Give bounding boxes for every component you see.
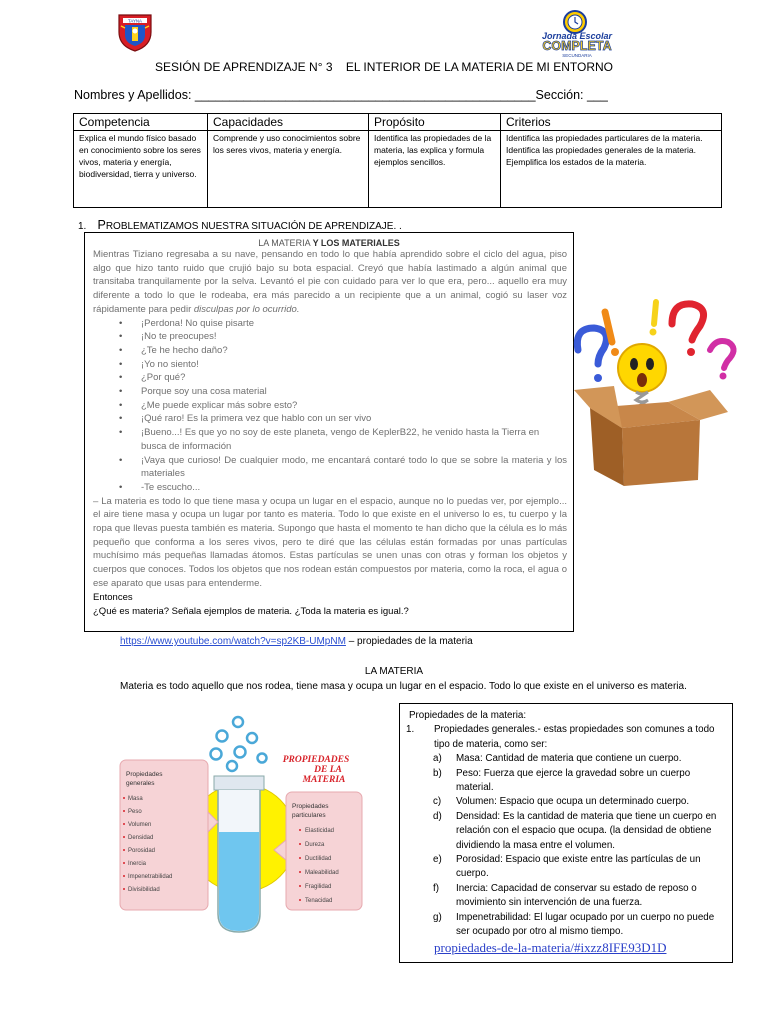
subitem-letter: b) <box>433 767 442 779</box>
cell-proposito: Identifica las propiedades de la materia, las explica y formula ejemplos sencillos. <box>369 131 501 208</box>
general-item: Impenetrabilidad <box>128 874 173 880</box>
general-item: Peso <box>128 809 142 815</box>
general-title-1: Propiedades <box>126 771 163 778</box>
dialogue-line: • -Te escucho... <box>141 481 573 495</box>
names-label: Nombres y Apellidos: <box>74 88 195 102</box>
materia-heading: LA MATERIA <box>364 666 424 677</box>
reading-box <box>84 232 574 632</box>
subitem-text: Impenetrabilidad: El lugar ocupado por un cuerpo no puede ser ocupado por otro al mismo tiempo. <box>456 911 715 938</box>
subitem-letter: d) <box>433 810 442 822</box>
logo-line2: COMPLETA <box>542 39 612 53</box>
general-properties-text: Propiedades generales.- estas propiedades son comunes a todo tipo de materia, como ser: <box>434 724 715 750</box>
dialogue-line: • ¡Vaya que curioso! De cualquier modo, me encantará contaré todo lo que se sobre la materia y los materiales <box>141 454 573 481</box>
criterio-item: Ejemplifica los estados de la materia. <box>506 157 647 167</box>
dialogue-line: • ¡Yo no siento! <box>141 358 573 372</box>
step-number: 1. <box>78 221 87 232</box>
subitem-letter: e) <box>433 854 442 866</box>
graphic-title-3: MATERIA <box>302 775 346 785</box>
dialogue-line: • ¡Bueno...! Es que yo no soy de este planeta, vengo de KeplerB22, he venido hasta la Tierra en busca de información <box>141 426 573 453</box>
general-item: Volumen <box>128 822 152 828</box>
dialogue-line: • ¡Perdona! No quise pisarte <box>141 317 573 331</box>
properties-of-matter-graphic <box>102 710 382 940</box>
school-crest-logo <box>116 12 154 52</box>
particular-item: Dureza <box>305 842 325 848</box>
header-criterios: Criterios <box>501 114 722 131</box>
dialogue-line: • ¡No te preocupes! <box>141 330 573 344</box>
reading-intro <box>85 248 573 317</box>
property-subitem <box>406 767 726 796</box>
subitem-text: Densidad: Es la cantidad de materia que tiene un cuerpo en relación con el espacio que ocupa. (la densidad de obtiene dividiendo la masa entre el volumen. <box>456 810 717 851</box>
intro-text: Mientras Tiziano regresaba a su nave, pensando en todo lo que había aprendido sobre el ciclo del agua, piso algo que hizo tanto ruido que crujió bajo su bota espacial. Creyó que había lastimado a algún animal que transitaba tranquilamente por la selva. Levantó el pie con cuidado para ver lo que era, pero... aquello era muy diferente a todo lo que le rodeaba, era más parecido a un recipiente que a un animal, cogió su laser voz rápidamente para pedir <box>93 249 567 315</box>
header-capacidades: Capacidades <box>208 114 369 131</box>
criterio-item: Identifica las propiedades particulares de la materia. <box>506 133 703 143</box>
properties-box <box>399 703 733 963</box>
property-subitem <box>406 810 726 853</box>
property-subitem <box>406 752 726 766</box>
graphic-title-1: PROPIEDADES <box>282 755 350 765</box>
step-1-heading <box>78 218 402 232</box>
general-item: Masa <box>128 796 143 802</box>
particular-item: Ductilidad <box>305 856 332 862</box>
dialogue-line: • ¿Por qué? <box>141 371 573 385</box>
subitem-letter: g) <box>433 911 442 923</box>
reading-title-a: LA MATERIA <box>258 238 313 248</box>
dialogue-line: • ¡Qué raro! Es la primera vez que hablo con un ser vivo <box>141 412 573 426</box>
particular-title-1: Propiedades <box>292 803 329 810</box>
reading-title-b: Y LOS MATERIALES <box>312 238 400 248</box>
particular-item: Maleabilidad <box>305 870 339 876</box>
general-title-2: generales <box>126 780 155 787</box>
particular-item: Fragilidad <box>305 884 332 890</box>
jornada-completa-logo <box>527 10 627 58</box>
video-link[interactable]: https://www.youtube.com/watch?v=sp2KB-UMpNM <box>120 636 346 647</box>
graphic-title-2: DE LA <box>314 765 342 775</box>
subitem-letter: c) <box>433 796 442 808</box>
general-item: Inercia <box>128 861 147 867</box>
general-item: Densidad <box>128 835 154 841</box>
property-subitem <box>406 795 726 809</box>
step-first-letter: P <box>97 218 106 232</box>
question-box-illustration <box>560 290 750 490</box>
properties-lead: Propiedades de la materia: <box>409 710 527 721</box>
subitem-text: Peso: Fuerza que ejerce la gravedad sobre un cuerpo material. <box>456 767 691 794</box>
general-properties-item <box>406 723 726 752</box>
dialogue-line: • Porque soy una cosa material <box>141 385 573 399</box>
video-link-line <box>120 636 473 647</box>
general-item: Divisibilidad <box>128 887 160 893</box>
cell-criterios <box>501 131 722 208</box>
property-subitem <box>406 853 726 882</box>
crest-text: TAYNA <box>128 18 142 24</box>
materia-definition: Materia es todo aquello que nos rodea, tiene masa y ocupa un lugar en el espacio. Todo lo que existe en el universo es materia. <box>120 681 687 692</box>
header-competencia: Competencia <box>74 114 208 131</box>
subitem-text: Inercia: Capacidad de conservar su estado de reposo o movimiento sin intervención de una fuerza. <box>456 882 697 909</box>
cell-capacidades: Comprende y uso conocimientos sobre los seres vivos, materia y energía. <box>208 131 369 208</box>
particular-item: Tenacidad <box>305 898 333 904</box>
step-text: ROBLEMATIZAMOS NUESTRA SITUACIÓN DE APRENDIZAJE. . <box>105 221 402 232</box>
dialogue-list <box>85 317 573 495</box>
particular-title-2: particulares <box>292 812 326 819</box>
general-item: Porosidad <box>128 848 156 854</box>
property-subitem <box>406 882 726 911</box>
item-number: 1. <box>406 724 415 736</box>
logo-line1: Jornada Escolar <box>541 31 613 41</box>
dialogue-line: • ¿Me puede explicar más sobre esto? <box>141 399 573 413</box>
dialogue-line: • ¿Te he hecho daño? <box>141 344 573 358</box>
subitem-text: Volumen: Espacio que ocupa un determinado cuerpo. <box>456 796 690 808</box>
reading-entonces: Entonces <box>93 591 133 603</box>
subitem-letter: a) <box>433 753 442 765</box>
particular-item: Elasticidad <box>305 828 335 834</box>
competency-table <box>73 113 722 208</box>
session-title: SESIÓN DE APRENDIZAJE N° 3 EL INTERIOR DE LA MATERIA DE MI ENTORNO <box>154 60 613 74</box>
section-label: Sección: <box>535 88 587 102</box>
student-name-line <box>74 88 608 102</box>
names-blank[interactable]: _________________________________________________ <box>194 88 536 102</box>
reading-questions: ¿Qué es materia? Señala ejemplos de materia. ¿Toda la materia es igual.? <box>93 605 409 617</box>
properties-source-link[interactable]: propiedades-de-la-materia/#ixzz8IFE93D1D <box>434 939 667 955</box>
video-link-suffix: – propiedades de la materia <box>345 636 473 647</box>
subitem-text: Porosidad: Espacio que existe entre las partículas de un cuerpo. <box>456 854 701 880</box>
reading-closing: – La materia es todo lo que tiene masa y ocupa un lugar en el espacio, aunque no lo puedas ver, por ejemplo... el aire tiene masa y ocupa un lugar por tanto es materia. Todo lo que existe en el universo lo es, tu cuerpo y la ropa que llevas puesta también es materia. Supongo que hasta el momento te han dicho que la célula es lo más pequeño que conforma a los seres vivos, pero te diré que las células están formadas por unas partículas muchísimo más pequeñas llamadas átomos. Estas partículas se unen unas con otras y forman los objetos y cuerpos que conoces. Todos los objetos que nos rodean están compuestos por materia, como la roca, el agua o ese aparato que usas para entenderme. <box>93 495 567 589</box>
intro-italic: disculpas por lo ocurrido. <box>193 303 300 315</box>
subitem-letter: f) <box>433 882 439 894</box>
header-proposito: Propósito <box>369 114 501 131</box>
property-subitem <box>406 911 726 940</box>
cell-competencia: Explica el mundo físico basado en conocimiento sobre los seres vivos, materia y energía, biodiversidad, tierra y universo. <box>74 131 208 208</box>
reading-title <box>85 238 573 248</box>
section-blank[interactable]: ___ <box>586 88 608 102</box>
criterio-item: Identifica las propiedades generales de la materia. <box>506 145 696 155</box>
logo-line3: SECUNDARIA <box>562 53 592 58</box>
subitem-text: Masa: Cantidad de materia que contiene un cuerpo. <box>456 753 682 765</box>
